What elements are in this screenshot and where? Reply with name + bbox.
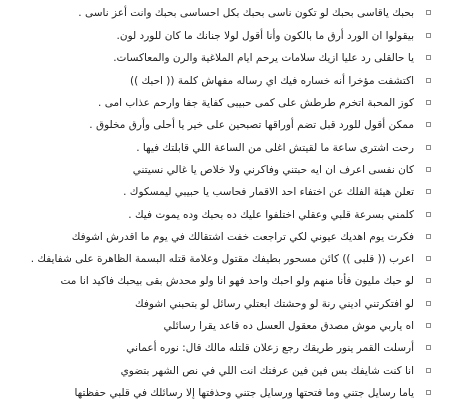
list-item-text: كوز المحبة اتخرم طرطش على كمى حبيبى كفاية جفا وارحم عذاب امى . xyxy=(98,97,414,110)
list-item-text: تعلن هيئة الفلك عن اختفاء احد الاقمار فحاسب يا حبيبي ليمسكوك . xyxy=(123,186,414,199)
list-item-text: اعرب (( قلبى )) كائن مسحور بطيفك مقتول وعلامة قتله البسمة الظاهرة على شفايفك . xyxy=(30,253,414,266)
square-bullet-icon xyxy=(426,78,431,83)
list-item xyxy=(0,248,452,270)
list-item xyxy=(0,203,452,225)
square-bullet-icon xyxy=(426,368,431,373)
list-item xyxy=(0,114,452,136)
list-item-text: رحت اشترى ساعة ما لقيتش اغلى من الساعة اللي قابلتك فيها . xyxy=(136,141,414,154)
square-bullet-icon xyxy=(426,278,431,283)
list-item xyxy=(0,47,452,69)
list-item-text: لو حبك مليون فأنا منهم ولو احبك واحد فهو انا ولو محدش بقى بيحبك فاكيد انا مت xyxy=(60,275,414,288)
square-bullet-icon xyxy=(426,234,431,239)
square-bullet-icon xyxy=(426,189,431,194)
square-bullet-icon xyxy=(426,390,431,395)
list-item xyxy=(0,359,452,381)
list-item xyxy=(0,70,452,92)
list-item xyxy=(0,337,452,359)
list-item-text: اه ياربي موش مصدق معقول العسل ده قاعد يقرا رسائلي xyxy=(163,320,414,332)
list-item-text: فكرت يوم اهديك عيوني لكي تراجعت خفت اشتقالك في يوم ما اقدرش اشوفك xyxy=(71,230,414,243)
square-bullet-icon xyxy=(426,100,431,105)
list-item xyxy=(0,159,452,181)
square-bullet-icon xyxy=(426,212,431,217)
list-item xyxy=(0,181,452,203)
list-item-text: ممكن أقول للورد قبل تضم أوراقها تصبحين على خير يا أحلى وأرق مخلوق . xyxy=(89,119,414,132)
square-bullet-icon xyxy=(426,145,431,150)
square-bullet-icon xyxy=(426,33,431,38)
list-item xyxy=(0,270,452,292)
list-item-text: ياما رسايل جتني وما فتحتها ورسايل جتني وحذفتها إلا رسائلك في قلبي حفظتها xyxy=(74,386,414,399)
list-item xyxy=(0,0,452,25)
square-bullet-icon xyxy=(426,10,431,15)
list-item-text: أرسلت القمر ينور طريقك رجع زعلان قلتله مالك قال: نوره أعماني xyxy=(126,342,414,355)
square-bullet-icon xyxy=(426,301,431,306)
square-bullet-icon xyxy=(426,122,431,127)
list-item-text: كلمني بسرعة قلبي وعقلي اختلفوا عليك ده بحبك وده يموت فيك . xyxy=(128,208,414,221)
square-bullet-icon xyxy=(426,323,431,328)
list-item-text: لو افتكرتني اديني رنة لو وحشتك ابعتلي رسائل لو بتحبني اشوفك xyxy=(135,297,414,310)
list-item xyxy=(0,25,452,47)
square-bullet-icon xyxy=(426,256,431,261)
list-item-text: بحبك ياقاسى بحبك لو تكون ناسى بحبك بكل احساسى بحبك وانت أعز ناسى . xyxy=(78,6,414,19)
list-item-text: انا كنت شايفك بس فين فين عرفتك انت اللي في نص الشهر بتضوي xyxy=(120,364,414,377)
list-item xyxy=(0,92,452,114)
square-bullet-icon xyxy=(426,55,431,60)
list-item xyxy=(0,293,452,315)
list-item-text: بيقولوا ان الورد أرق ما بالكون وأنا أقول لولا جنانك ما كان للورد لون. xyxy=(116,30,414,43)
list-item-text: اكتشفت مؤخرا أنه خساره فيك اي رساله مفهاش كلمة (( احبك )) xyxy=(130,74,414,87)
list-item-text: يا حالقلى رد عليا ازيك سلامات يرحم ايام الملاغية والرن والمعاكسات. xyxy=(113,52,414,65)
list-item xyxy=(0,226,452,248)
list-item-text: كان نفسى اعرف ان ايه حبتني وفاكرني ولا خلاص يا غالي نسيتني xyxy=(132,163,414,176)
list-item xyxy=(0,136,452,158)
list-item xyxy=(0,315,452,337)
square-bullet-icon xyxy=(426,167,431,172)
list-item xyxy=(0,382,452,404)
square-bullet-icon xyxy=(426,345,431,350)
